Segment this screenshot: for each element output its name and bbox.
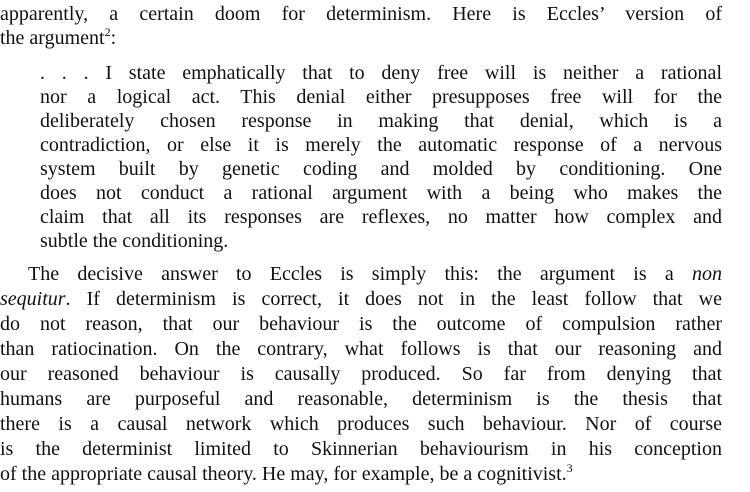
body-line: than ratiocination. On the contrary, what follows is that our reasoning and	[0, 338, 722, 360]
quote-line: claim that all its responses are reflexes, no matter how complex and	[40, 206, 722, 228]
intro-line-2-text: the argument	[0, 27, 105, 49]
body-line-2-text: . If determinism is correct, it does not in the least follow that we	[65, 288, 722, 310]
quote-line: subtle the conditioning.	[40, 230, 229, 252]
body-line-1-italic: non	[692, 263, 722, 285]
intro-line-2-end: :	[110, 27, 117, 49]
intro-line-1: apparently, a certain doom for determinism. Here is Eccles’ version of	[0, 3, 722, 25]
quote-line: deliberately chosen response in making that denial, which is a	[40, 110, 722, 132]
body-line: our reasoned behaviour is causally produced. So far from denying that	[0, 363, 722, 385]
quote-line: system built by genetic coding and molded by conditioning. One	[40, 158, 722, 180]
body-last-line-text: of the appropriate causal theory. He may, for example, be a cognitivist.	[0, 463, 567, 485]
body-line: there is a causal network which produces such behaviour. Nor of course	[0, 413, 722, 435]
quote-line: . . . I state emphatically that to deny free will is neither a rational	[40, 62, 722, 84]
quote-line: nor a logical act. This denial either presupposes free will for the	[40, 86, 722, 108]
body-line: humans are purposeful and reasonable, determinism is the thesis that	[0, 388, 722, 410]
body-last-line	[0, 462, 722, 486]
body-line-1	[0, 262, 722, 286]
quote-line: does not conduct a rational argument with a being who makes the	[40, 182, 722, 204]
footnote-ref-2: 2	[104, 25, 111, 39]
intro-line-2	[0, 26, 722, 50]
body-line-2	[0, 287, 722, 311]
body-line: is the determinist limited to Skinnerian behaviourism in his conception	[0, 438, 722, 460]
body-line: do not reason, that our behaviour is the outcome of compulsion rather	[0, 313, 722, 335]
body-line-2-italic: sequitur	[0, 288, 66, 310]
footnote-ref-3: 3	[566, 461, 573, 475]
body-line-1-text: The decisive answer to Eccles is simply this: the argument is a	[28, 263, 674, 285]
quote-line: contradiction, or else it is merely the automatic response of a nervous	[40, 134, 722, 156]
